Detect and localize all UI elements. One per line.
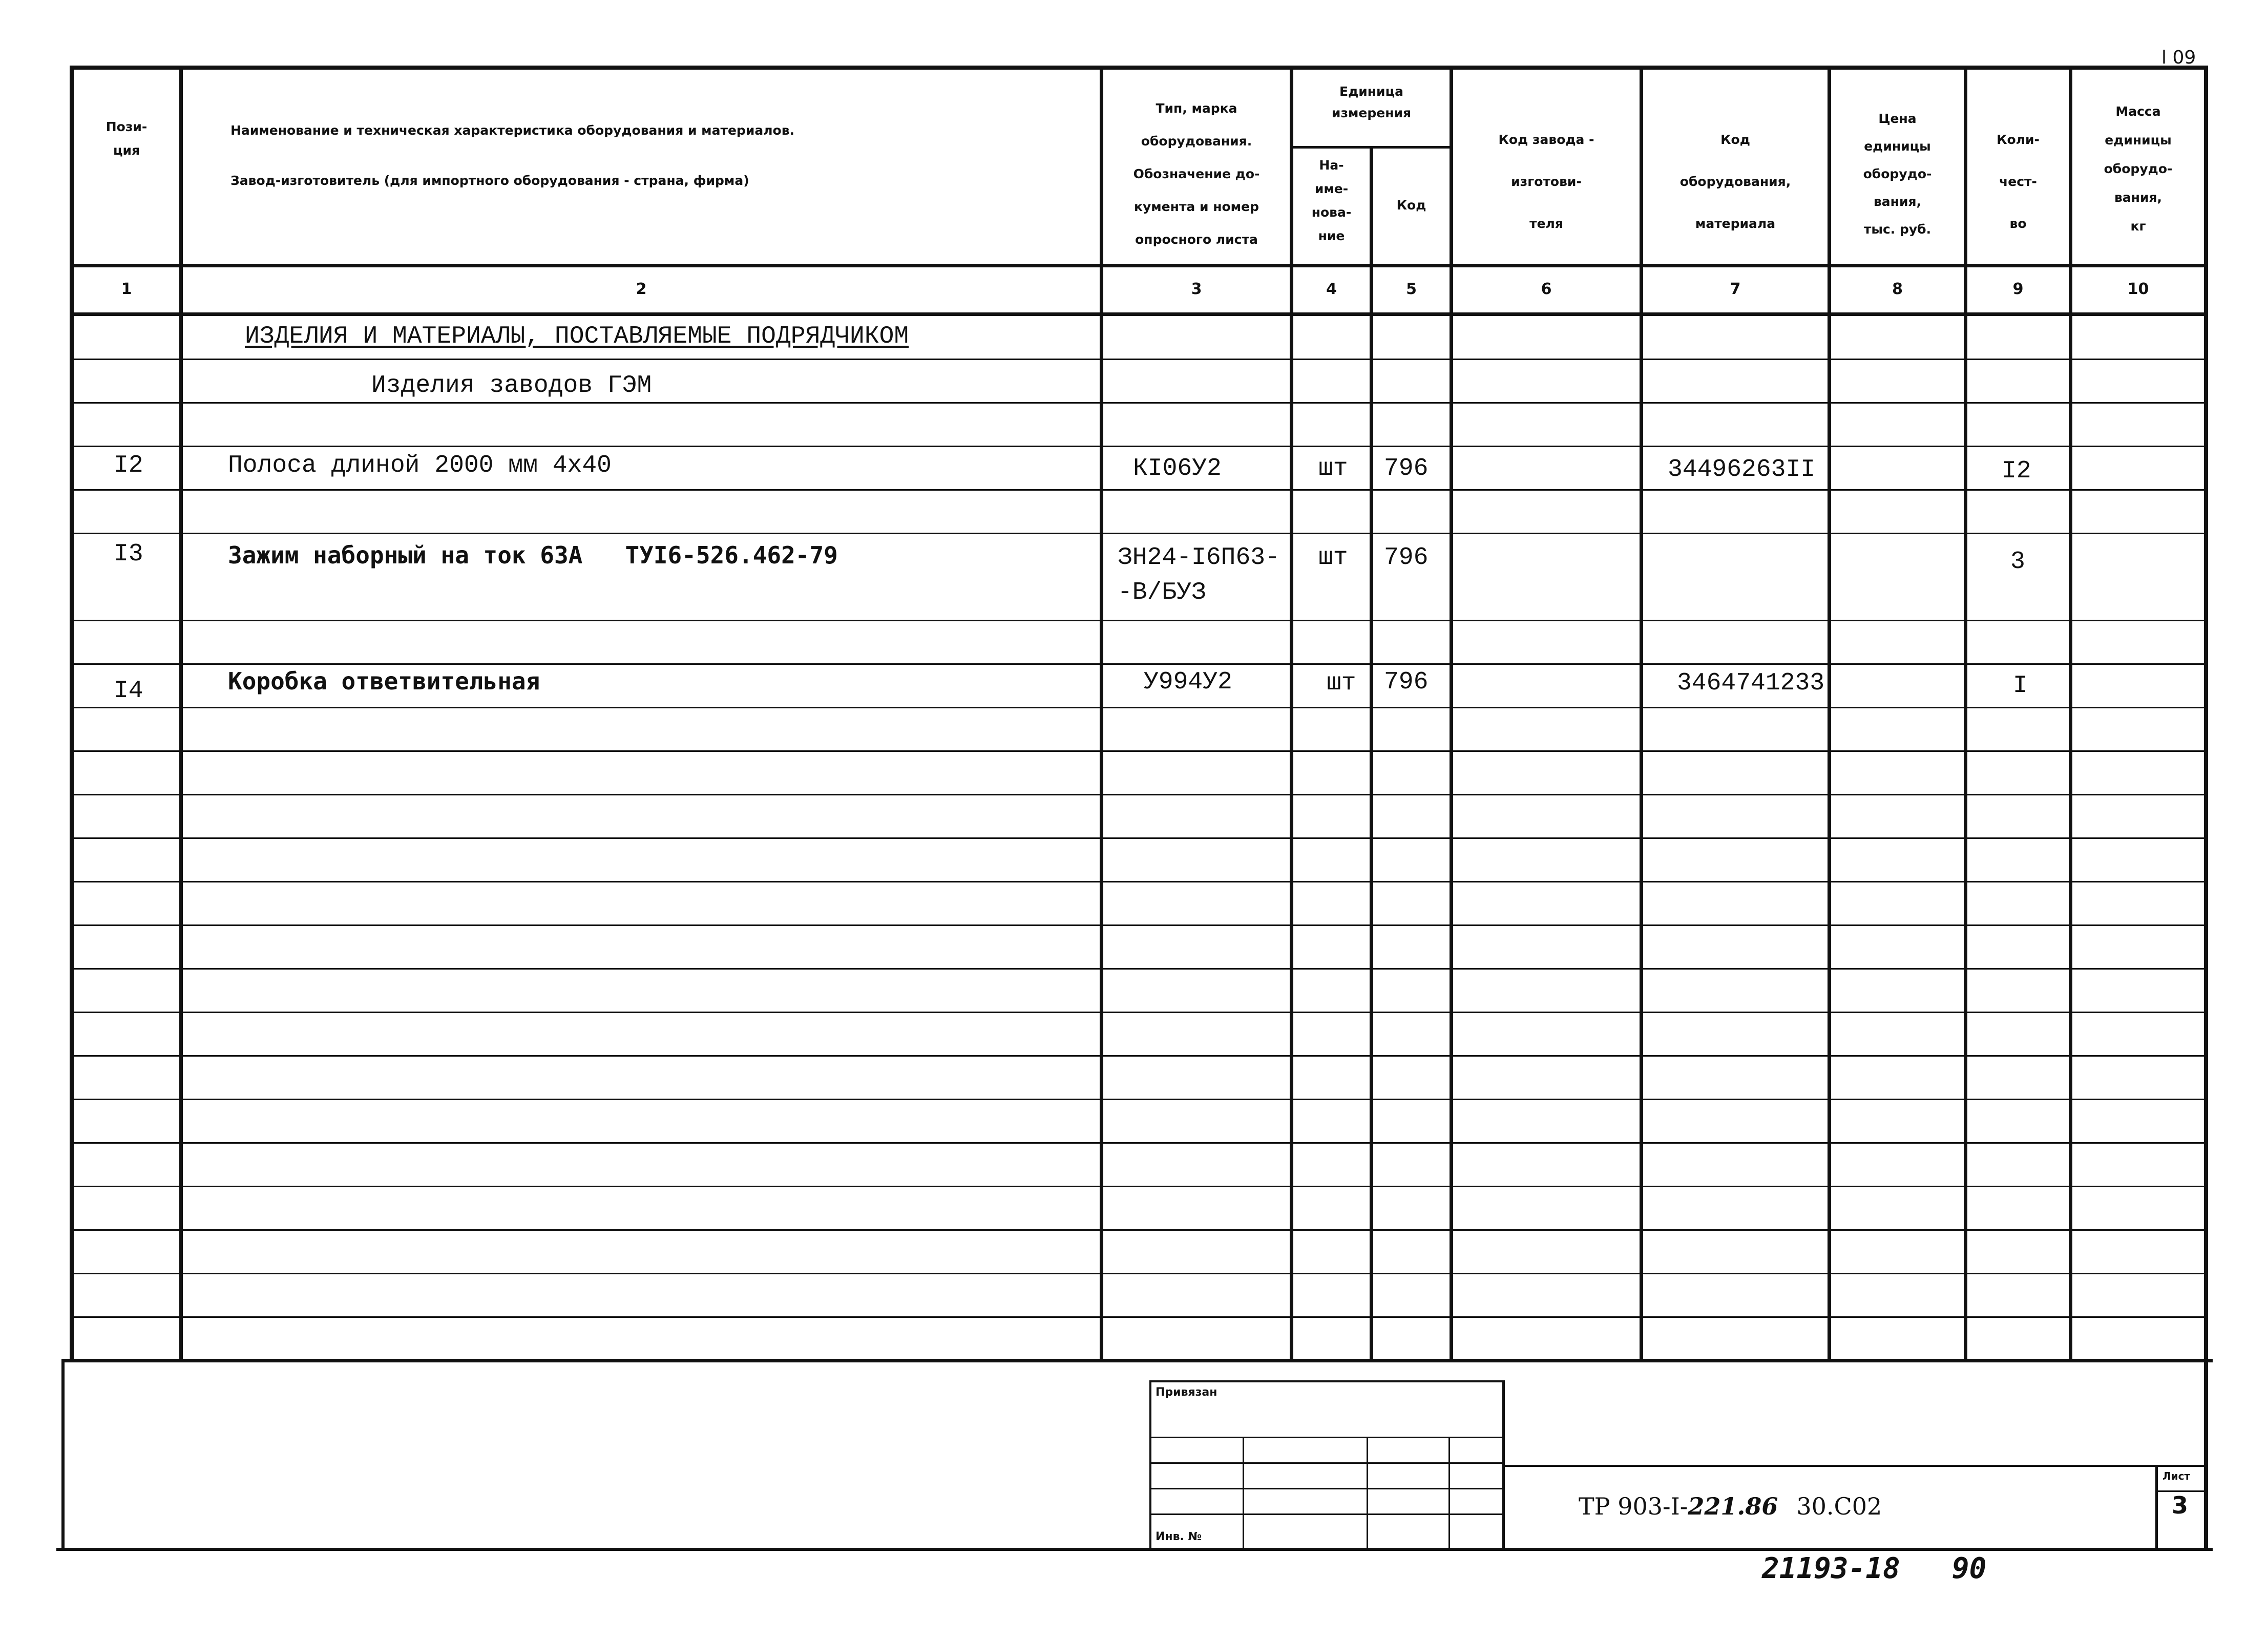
row-rule bbox=[70, 1055, 2208, 1057]
row-rule bbox=[70, 446, 2208, 447]
item-position: I4 bbox=[114, 677, 143, 705]
stamp-rule bbox=[1149, 1488, 1504, 1489]
header-name: Наименование и техническая характеристика оборудования и материалов. bbox=[230, 123, 795, 138]
item-type-cont: -В/БУЗ bbox=[1118, 579, 1206, 606]
row-rule bbox=[70, 1142, 2208, 1144]
row-rule bbox=[70, 402, 2208, 404]
header-mass: Масса единицы оборудо- вания, кг bbox=[2104, 104, 2173, 234]
item-unit: шт bbox=[1327, 669, 1356, 697]
column-number: 4 bbox=[1326, 280, 1337, 298]
sheet-label: Лист bbox=[2162, 1470, 2191, 1482]
col-sep-3 bbox=[1290, 66, 1293, 1361]
col-sep-8 bbox=[1964, 66, 1967, 1361]
stamp-rule bbox=[1149, 1437, 1504, 1438]
document-code-suffix: 30.С02 bbox=[1796, 1492, 1882, 1520]
row-rule bbox=[70, 924, 2208, 926]
item-material-code: 34496263II bbox=[1668, 456, 1816, 483]
column-number: 8 bbox=[1892, 280, 1903, 298]
col-sep-9 bbox=[2069, 66, 2072, 1361]
column-number: 9 bbox=[2012, 280, 2024, 298]
page-right-line bbox=[2204, 1359, 2208, 1551]
page-bottom-line bbox=[56, 1548, 2213, 1551]
column-number: 7 bbox=[1730, 280, 1741, 298]
row-rule bbox=[70, 1099, 2208, 1100]
page-left-line bbox=[61, 1359, 65, 1551]
item-name: Полоса длиной 2000 мм 4х40 bbox=[228, 452, 612, 479]
page-corner-mark: ⅼ 09 bbox=[2161, 47, 2196, 68]
item-type: КI06У2 bbox=[1133, 455, 1222, 482]
stamp-rule bbox=[1243, 1437, 1244, 1548]
subsection-title: Изделия заводов ГЭМ bbox=[371, 372, 652, 400]
row-rule bbox=[70, 794, 2208, 795]
stamp-rule bbox=[1504, 1465, 2208, 1467]
row-rule bbox=[70, 1229, 2208, 1231]
item-unit: шт bbox=[1318, 455, 1348, 482]
item-quantity: I bbox=[2013, 672, 2028, 700]
stamp-rule bbox=[1149, 1513, 1504, 1515]
column-number: 5 bbox=[1406, 280, 1417, 298]
stamp-rule bbox=[2155, 1465, 2158, 1548]
row-rule bbox=[70, 881, 2208, 882]
row-rule bbox=[70, 620, 2208, 621]
stamp-rule bbox=[1448, 1437, 1450, 1548]
header-price: Цена единицы оборудо- вания, тыс. руб. bbox=[1863, 111, 1932, 237]
frame-left bbox=[70, 66, 74, 1361]
item-name: Коробка ответвительная bbox=[228, 667, 540, 695]
row-rule bbox=[70, 489, 2208, 491]
header-unit-name: На- име- нова- ние bbox=[1311, 158, 1352, 243]
colnum-bottom bbox=[70, 312, 2208, 316]
attached-label: Привязан bbox=[1156, 1386, 1217, 1399]
header-manufacturer: Завод-изготовитель (для импортного оборудования - страна, фирма) bbox=[230, 173, 749, 188]
item-position: I2 bbox=[114, 452, 143, 479]
header-bottom bbox=[70, 264, 2208, 267]
row-rule bbox=[70, 707, 2208, 708]
item-quantity: 3 bbox=[2010, 548, 2025, 576]
row-rule bbox=[70, 1316, 2208, 1318]
col-sep-7 bbox=[1828, 66, 1831, 1361]
item-position: I3 bbox=[114, 540, 143, 568]
col-sep-2 bbox=[1100, 66, 1103, 1361]
footer-code: 21193-18 90 bbox=[1762, 1552, 1987, 1585]
row-rule bbox=[70, 1273, 2208, 1274]
stamp-rule bbox=[1367, 1437, 1368, 1548]
document-code-handwritten: 221.86 bbox=[1688, 1492, 1778, 1520]
stamp-rule bbox=[1149, 1380, 1151, 1548]
item-type: ЗН24-I6П63- bbox=[1118, 544, 1280, 572]
header-quantity: Коли- чест- во bbox=[1997, 132, 2040, 231]
row-rule bbox=[70, 1186, 2208, 1187]
row-rule bbox=[70, 968, 2208, 970]
row-rule bbox=[70, 1012, 2208, 1013]
header-material-code: Код оборудования, материала bbox=[1679, 132, 1791, 231]
item-unit-code: 796 bbox=[1384, 455, 1429, 482]
stamp-rule bbox=[1149, 1380, 1504, 1382]
row-rule bbox=[70, 663, 2208, 665]
header-type: Тип, марка оборудования. Обозначение до- кумента и номер опросного листа bbox=[1133, 101, 1260, 247]
column-number: 10 bbox=[2127, 280, 2149, 298]
column-number: 1 bbox=[121, 280, 132, 298]
header-unit-code: Код bbox=[1396, 198, 1426, 213]
col-sep-4 bbox=[1370, 146, 1373, 1361]
item-quantity: I2 bbox=[2002, 457, 2031, 485]
document-code bbox=[1579, 1492, 1882, 1520]
col-sep-1 bbox=[179, 66, 183, 1361]
stamp-rule bbox=[1502, 1380, 1505, 1548]
item-name: Зажим наборный на ток 63А ТУI6-526.462-79 bbox=[228, 541, 838, 569]
col-sep-6 bbox=[1640, 66, 1643, 1361]
header-factory-code: Код завода - изготови- теля bbox=[1498, 132, 1594, 231]
sheet-number: 3 bbox=[2172, 1491, 2189, 1519]
row-rule bbox=[70, 533, 2208, 534]
frame-right bbox=[2204, 66, 2208, 1361]
row-rule bbox=[70, 750, 2208, 752]
frame-top bbox=[70, 66, 2208, 70]
item-unit: шт bbox=[1318, 544, 1348, 572]
column-number: 6 bbox=[1541, 280, 1552, 298]
column-number: 2 bbox=[636, 280, 647, 298]
document-code-prefix: ТР 903-I- bbox=[1579, 1492, 1688, 1520]
item-material-code: 3464741233 bbox=[1677, 669, 1825, 697]
item-type: У994У2 bbox=[1144, 668, 1232, 696]
col-sep-5 bbox=[1450, 66, 1453, 1361]
item-unit-code: 796 bbox=[1384, 668, 1429, 696]
column-number: 3 bbox=[1191, 280, 1202, 298]
inv-label: Инв. № bbox=[1156, 1530, 1202, 1543]
section-title: ИЗДЕЛИЯ И МАТЕРИАЛЫ, ПОСТАВЛЯЕМЫЕ ПОДРЯДЧИКОМ bbox=[245, 323, 909, 350]
header-unit-group: Единица измерения bbox=[1331, 84, 1412, 120]
table-bottom bbox=[61, 1359, 2213, 1362]
header-position: Пози- ция bbox=[106, 119, 148, 158]
stamp-rule bbox=[1149, 1462, 1504, 1464]
row-rule bbox=[70, 359, 2208, 360]
row-rule bbox=[70, 837, 2208, 839]
item-unit-code: 796 bbox=[1384, 544, 1429, 572]
